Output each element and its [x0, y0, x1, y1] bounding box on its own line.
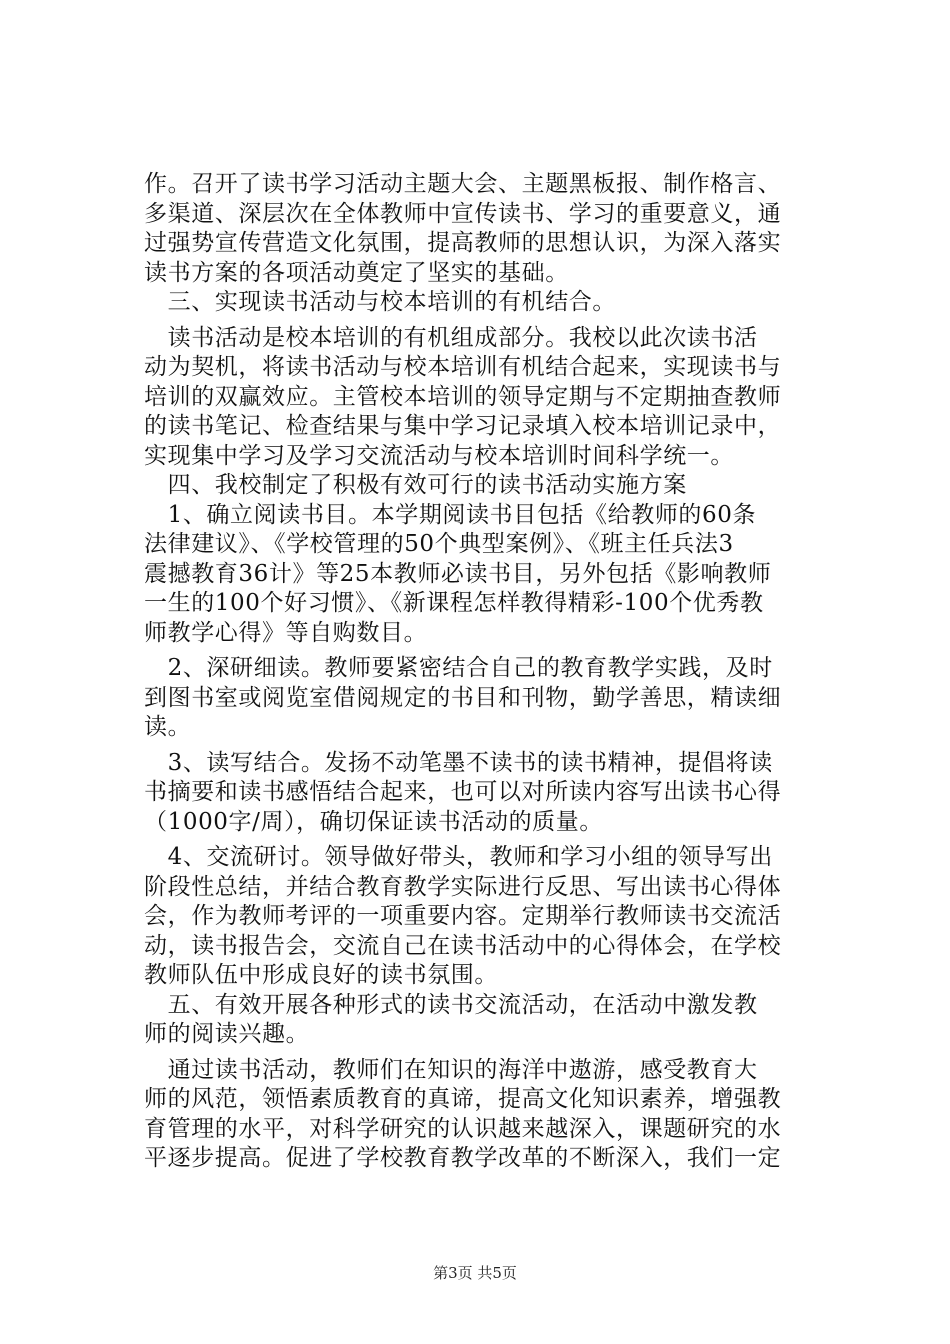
document-body	[144, 170, 834, 1174]
page-number-footer: 第3页 共5页	[433, 1264, 517, 1282]
text-line: （1000字/周），确切保证读书活动的质量。	[144, 808, 603, 835]
text-line: 动为契机，将读书活动与校本培训有机结合起来，实现读书与	[144, 354, 782, 380]
section-heading: 四、我校制定了积极有效可行的读书活动实施方案	[144, 472, 687, 498]
text-line: 作。召开了读书学习活动主题大会、主题黑板报、制作格言、	[144, 171, 782, 197]
text-line: 师的风范，领悟素质教育的真谛，提高文化知识素养，增强教	[144, 1086, 782, 1112]
text-line: 实现集中学习及学习交流活动与校本培训时间科学统一。	[144, 442, 734, 469]
text-line: 多渠道、深层次在全体教师中宣传读书、学习的重要意义，通	[144, 200, 782, 227]
text-line: 师教学心得》等自购数目。	[144, 619, 428, 646]
text-line: 平逐步提高。促进了学校教育教学改革的不断深入，我们一定	[144, 1145, 782, 1171]
text-line: 一生的100个好习惯》、《新课程怎样教得精彩-100个优秀教	[144, 590, 764, 616]
text-line: 法律建议》、《学校管理的50个典型案例》、《班主任兵法3	[144, 531, 734, 557]
text-line: 过强势宣传营造文化氛围，提高教师的思想认识，为深入落实	[144, 230, 782, 256]
section-heading: 五、有效开展各种形式的读书交流活动，在活动中激发教	[144, 991, 758, 1018]
text-line: 教师队伍中形成良好的读书氛围。	[144, 962, 498, 988]
text-line: 读。	[144, 714, 192, 740]
text-line: 1、确立阅读书目。本学期阅读书目包括《给教师的60条	[144, 501, 757, 528]
text-line: 会，作为教师考评的一项重要内容。定期举行教师读书交流活	[144, 903, 782, 929]
text-line: 读书活动是校本培训的有机组成部分。我校以此次读书活	[144, 324, 758, 351]
text-line: 阶段性总结，并结合教育教学实际进行反思、写出读书心得体	[144, 873, 782, 900]
text-line: 通过读书活动，教师们在知识的海洋中遨游，感受教育大	[144, 1056, 758, 1083]
text-line: 师的阅读兴趣。	[144, 1021, 310, 1047]
section-heading: 三、实现读书活动与校本培训的有机结合。	[144, 289, 616, 315]
text-line: 育管理的水平，对科学研究的认识越来越深入，课题研究的水	[144, 1115, 782, 1142]
text-line: 书摘要和读书感悟结合起来，也可以对所读内容写出读书心得	[144, 779, 782, 805]
text-line: 3、读写结合。发扬不动笔墨不读书的读书精神，提倡将读	[144, 749, 773, 776]
text-line: 4、交流研讨。领导做好带头，教师和学习小组的领导写出	[144, 844, 773, 870]
text-line: 到图书室或阅览室借阅规定的书目和刊物，勤学善思，精读细	[144, 684, 782, 711]
text-line: 震撼教育36计》等25本教师必读书目，另外包括《影响教师	[144, 560, 772, 587]
text-line: 读书方案的各项活动奠定了坚实的基础。	[144, 259, 569, 286]
text-line: 培训的双赢效应。主管校本培训的领导定期与不定期抽查教师	[144, 383, 782, 410]
text-line: 的读书笔记、检查结果与集中学习记录填入校本培训记录中，	[144, 413, 782, 439]
text-line: 动，读书报告会，交流自己在读书活动中的心得体会，在学校	[144, 932, 782, 959]
text-line: 2、深研细读。教师要紧密结合自己的教育教学实践，及时	[144, 655, 773, 681]
